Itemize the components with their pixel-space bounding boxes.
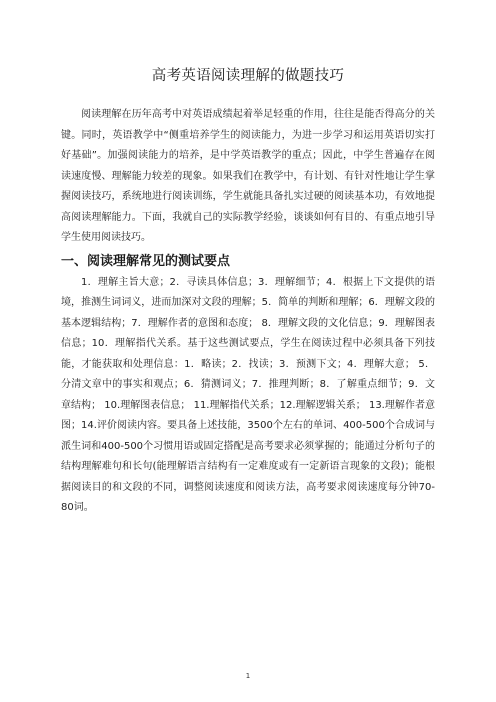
intro-paragraph: 阅读理解在历年高考中对英语成绩起着举足轻重的作用，往往是能否得高分的关键。同时，英语教学中“侧重培养学生的阅读能力，为进一步学习和运用英语切实打好基础”。加强阅读能力的培养，是中学英语教学的重点；因此，中学生普遍存在阅读速度慢、理解能力较差的现象。如果我们在教学中，有计划、有针对性地让学生掌握阅读技巧，系统地进行阅读训练，学生就能具备扎实过硬的阅读基本功，有效地提高阅读理解能力。下面，我就自己的实际教学经验，谈谈如何有目的、有重点地引导学生使用阅读技巧。: [61, 109, 435, 243]
document-body: [61, 105, 435, 519]
section-heading: 一、阅读理解常见的测试要点: [61, 253, 231, 269]
document-title: 高考英语阅读理解的做题技巧: [151, 68, 345, 84]
page-number: 1: [245, 672, 251, 680]
section-paragraph: 1．理解主旨大意；2．寻读具体信息；3．理解细节；4．根据上下文提供的语境，推测生词词义，进而加深对文段的理解；5．简单的判断和理解；6．理解文段的基本逻辑结构；7．理解作者的意图和态度； 8．理解文段的文化信息；9．理解图表信息；10．理解指代关系。基于这些测试要点，学生在阅读过程中必须具备下列技能，才能获取和处理信息：1．略读；2．找读；3．预测下文；4．理解大意； 5．分清文章中的事实和观点；6．猜测词义；7．推理判断；8．了解重点细节；9．文章结构； 10.理解图表信息； 11.理解指代关系；12.理解逻辑关系； 13.理解作者意图；14.评价阅读内容。要具备上述技能，3500个左右的单词、400-500个合成词与派生词和400-500个习惯用语或固定搭配是高考要求必须掌握的；能通过分析句子的结构理解难句和长句(能理解语言结构有一定难度或有一定新语言现象的文段)；能根据阅读目的和文段的不同，调整阅读速度和阅读方法，高考要求阅读速度每分钟70-80词。: [61, 276, 435, 513]
